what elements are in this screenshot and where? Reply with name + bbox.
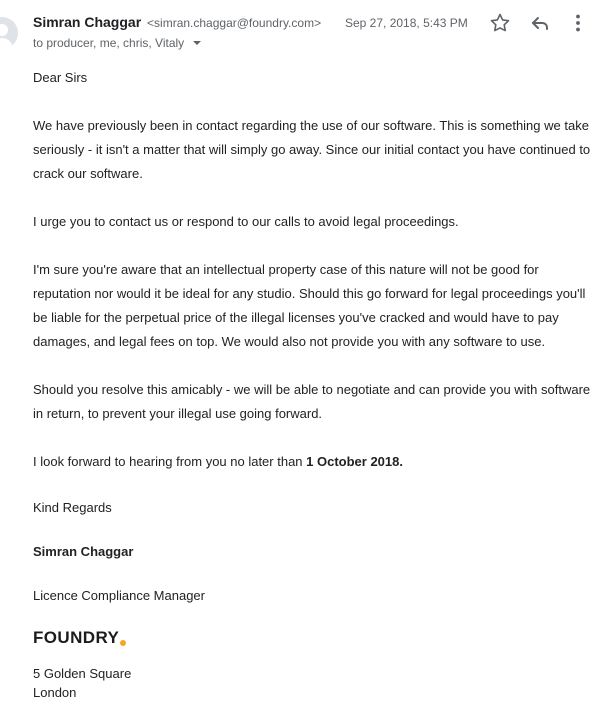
signature-title: Licence Compliance Manager bbox=[33, 588, 205, 603]
sender-email: <simran.chaggar@foundry.com> bbox=[147, 16, 322, 30]
logo-dot-icon bbox=[120, 640, 126, 646]
reply-icon bbox=[528, 11, 552, 35]
address-line-1: 5 Golden Square bbox=[33, 666, 132, 681]
signature bbox=[33, 498, 593, 702]
deadline-date: 1 October 2018. bbox=[306, 454, 403, 469]
paragraph-5-text: I look forward to hearing from you no later than bbox=[33, 454, 307, 469]
sender-line bbox=[33, 14, 321, 30]
paragraph-3: I'm sure you're aware that an intellectual property case of this nature will not be good for reputation nor would it be ideal for any studio. Should this go forward for legal proceedings you'll be liable for the perpetual price of the illegal licenses you've cracked and would have to pay damages, and legal fees on top. We would also not provide you with any software to use. bbox=[33, 262, 586, 349]
paragraph-4: Should you resolve this amicably - we will be able to negotiate and can provide you with software in return, to prevent your illegal use going forward. bbox=[33, 382, 591, 421]
reply-button[interactable] bbox=[528, 11, 552, 35]
star-icon bbox=[488, 11, 512, 35]
recipients-text: to producer, me, chris, Vitaly bbox=[33, 36, 185, 50]
email-date: Sep 27, 2018, 5:43 PM bbox=[345, 16, 468, 30]
paragraph-5 bbox=[33, 450, 593, 474]
email-body bbox=[33, 66, 593, 702]
chevron-down-icon[interactable] bbox=[193, 41, 201, 45]
logo-text: FOUNDRY bbox=[33, 628, 120, 647]
star-button[interactable] bbox=[488, 11, 512, 35]
signature-name: Simran Chaggar bbox=[33, 544, 134, 559]
foundry-logo bbox=[33, 630, 593, 650]
paragraph-2: I urge you to contact us or respond to our calls to avoid legal proceedings. bbox=[33, 214, 459, 229]
address-line-2: London bbox=[33, 685, 77, 700]
avatar bbox=[0, 17, 18, 49]
sender-name[interactable]: Simran Chaggar bbox=[33, 14, 142, 30]
more-vert-icon bbox=[566, 11, 590, 35]
paragraph-1: We have previously been in contact regarding the use of our software. This is something we take seriously - it isn't a matter that will simply go away. Since our initial contact you have continued to crack our software. bbox=[33, 118, 591, 181]
greeting: Dear Sirs bbox=[33, 70, 88, 85]
recipients-line[interactable] bbox=[33, 36, 201, 50]
sign-off: Kind Regards bbox=[33, 500, 112, 515]
address bbox=[33, 664, 593, 702]
more-options-button[interactable] bbox=[566, 11, 590, 35]
